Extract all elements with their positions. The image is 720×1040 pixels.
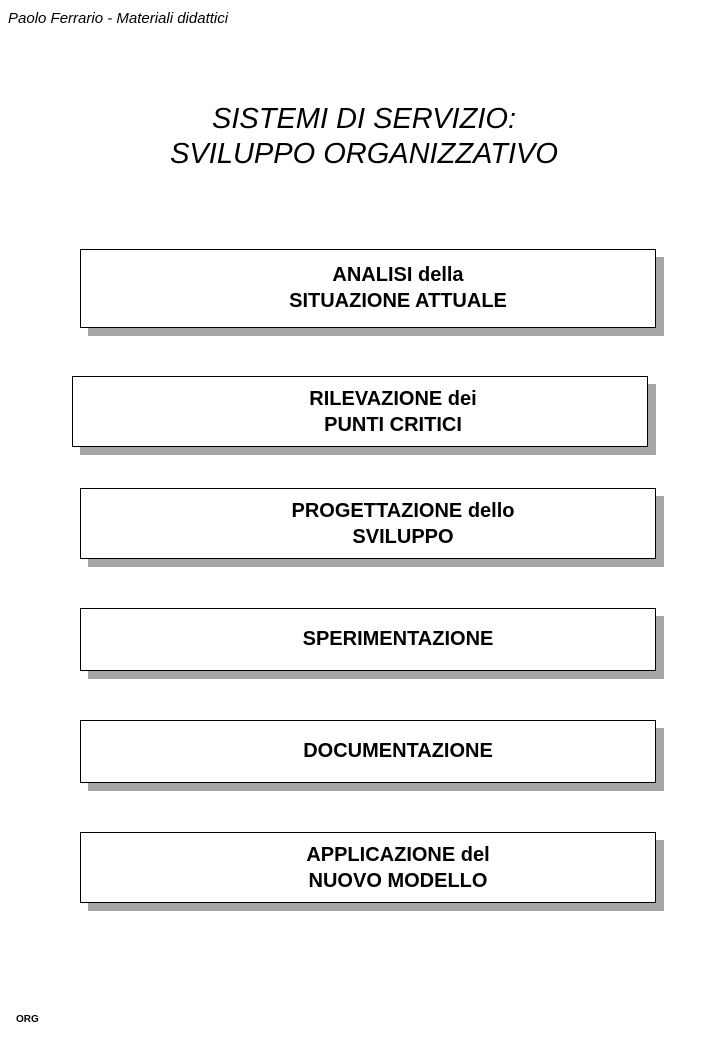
step-box-applicazione — [80, 832, 656, 903]
step-label — [81, 262, 655, 314]
step-label — [81, 842, 655, 894]
page-title — [0, 102, 720, 172]
step-label-line-2: NUOVO MODELLO — [308, 870, 488, 892]
step-box-rilevazione — [72, 376, 648, 447]
step-label-line-1: RILEVAZIONE dei — [309, 388, 477, 410]
step-box-progettazione — [80, 488, 656, 559]
step-label-line-1: APPLICAZIONE del — [306, 844, 490, 866]
step-label-line-1: SPERIMENTAZIONE — [302, 628, 494, 650]
author-note: Paolo Ferrario - Materiali didattici — [8, 10, 229, 27]
title-line-2: SVILUPPO ORGANIZZATIVO — [170, 138, 558, 170]
step-label-line-2: SVILUPPO — [352, 526, 454, 548]
step-label-line-2: SITUAZIONE ATTUALE — [289, 290, 507, 312]
step-label — [81, 626, 655, 652]
step-label-line-2: PUNTI CRITICI — [324, 414, 462, 436]
step-label — [81, 738, 655, 764]
step-box-sperimentazione — [80, 608, 656, 671]
step-box-documentazione — [80, 720, 656, 783]
title-line-1: SISTEMI DI SERVIZIO: — [211, 103, 517, 135]
step-label-line-1: PROGETTAZIONE dello — [291, 500, 515, 522]
step-box-analisi — [80, 249, 656, 328]
step-label — [81, 498, 655, 550]
step-label — [73, 386, 647, 438]
step-label-line-1: ANALISI della — [332, 264, 464, 286]
footer-code: ORG — [16, 1014, 39, 1025]
step-label-line-1: DOCUMENTAZIONE — [303, 740, 493, 762]
